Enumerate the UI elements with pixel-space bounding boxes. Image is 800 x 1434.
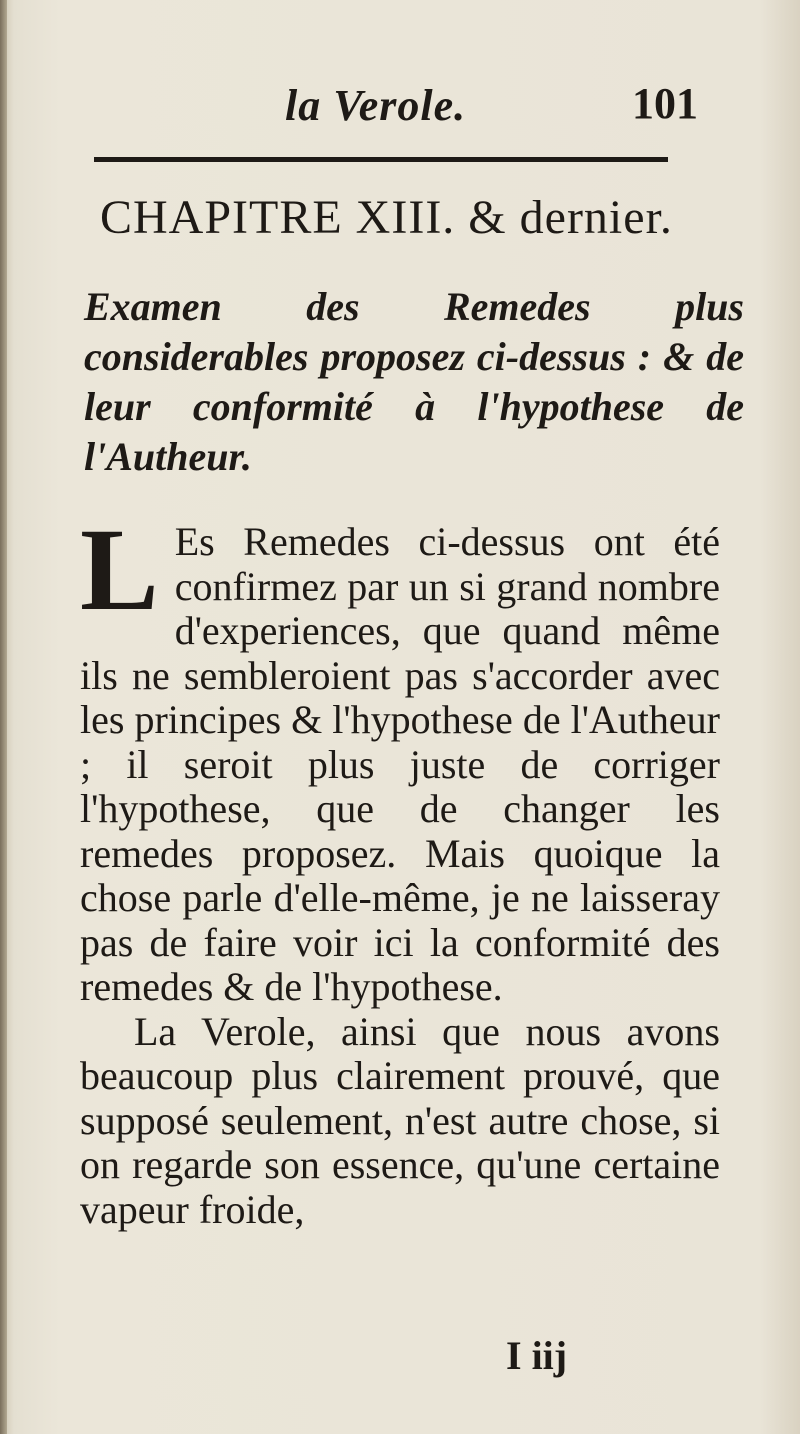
header-rule [94,157,668,162]
drop-cap: L [80,504,159,635]
running-title: la Verole. [285,81,467,130]
paragraph-2: La Verole, ainsi que nous avons beaucoup plus clairement prouvé, que supposé seulement, n'est autre chose, si on regarde son essence, qu'une certaine vapeur froide, [80,1008,720,1232]
chapter-summary: Examen des Remedes plus considerables proposez ci-dessus : & de leur conformité à l'hypothese de l'Autheur. [84,284,744,479]
chapter-title: CHAPITRE XIII. & dernier. [100,191,673,244]
signature-mark: I iij [506,1333,568,1378]
paragraph-1-text: Es Remedes ci-dessus ont été confirmez par un si grand nombre d'experiences, que quand même ils ne sembleroient pas s'accorder avec les principes & l'hypothese de l'Autheur ; il seroit plus juste de corriger l'hypothese, que de changer les remedes proposez. Mais quoique la chose parle d'elle-même, je ne laisseray pas de faire voir ici la conformité des remedes & de l'hypothese. [80,519,720,1009]
paragraph-1 [80,504,720,1010]
page-binding-edge [0,0,7,1434]
page-number: 101 [632,79,698,128]
body-text [80,504,720,1232]
